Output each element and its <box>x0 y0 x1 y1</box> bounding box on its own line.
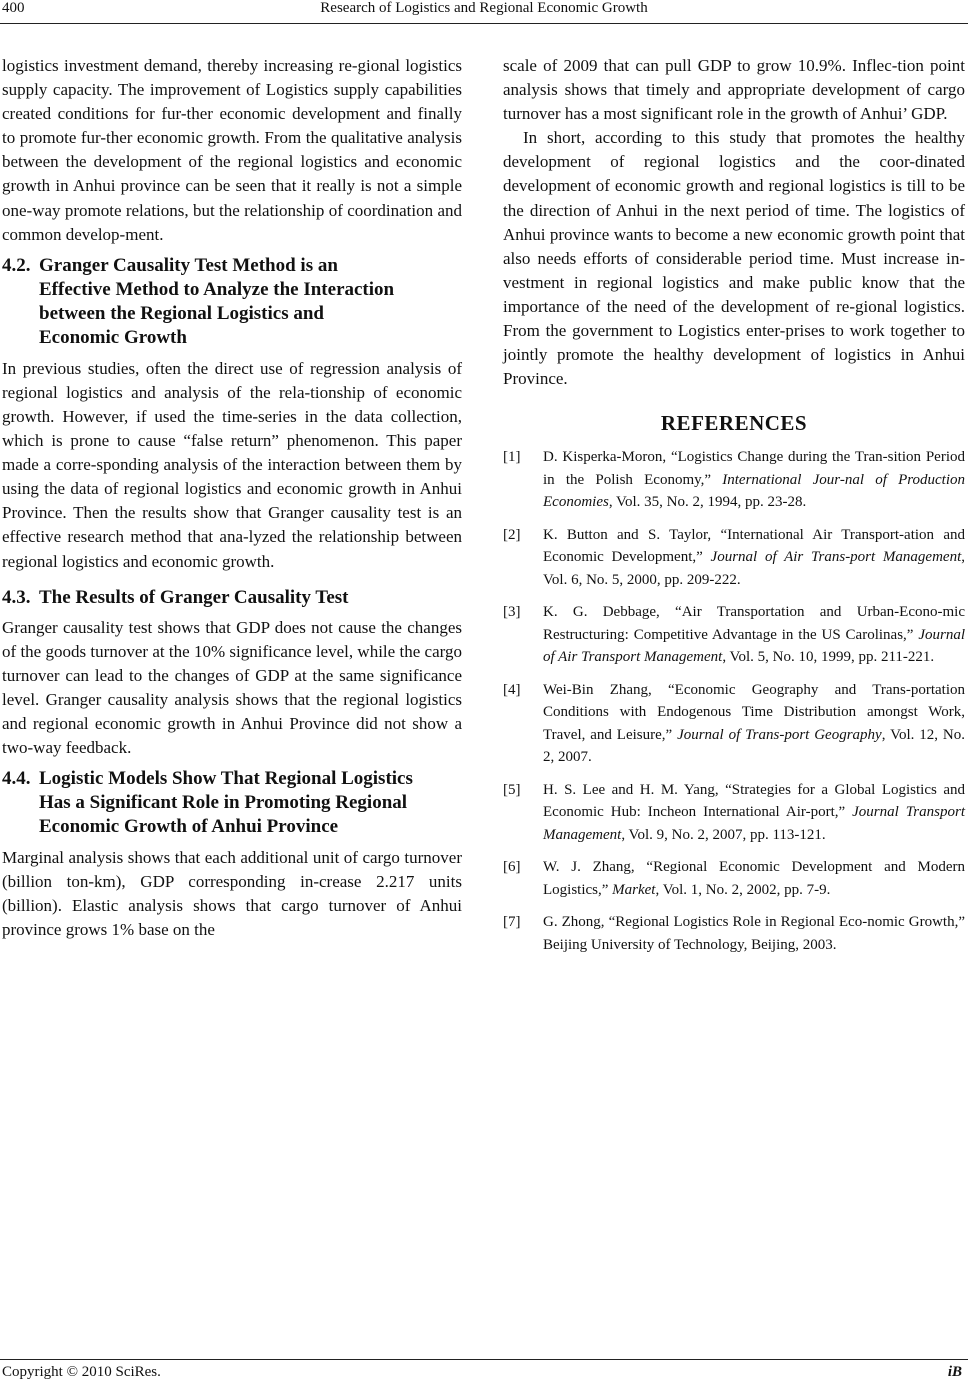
reference-citation: G. Zhong, “Regional Logistics Role in Regional Eco-nomic Growth,” Beijing University of Technology, Beijing, 2003. <box>543 914 965 953</box>
reference-item <box>503 601 965 669</box>
reference-number: [7] <box>503 914 521 931</box>
page-footer <box>0 1364 968 1384</box>
paragraph-continued: logistics investment demand, thereby increasing re-gional logistics supply capacity. The improvement of Logistics supply capabilities created conditions for fur-ther economic development and finally to promote fur-ther economic growth. From the qualitative analysis between the development of the regional logistics and economic growth in Anhui province can be seen that it really is not a simple one-way promote relations, but the relationship of coordination and common develop-ment. <box>2 56 462 244</box>
reference-journal: Journal of Air Trans-port Management <box>710 549 962 566</box>
reference-citation: K. Button and S. Taylor, “International Air Transport-ation and Economic Development,” <box>543 526 965 566</box>
reference-text <box>543 446 965 514</box>
reference-number: [3] <box>503 604 521 621</box>
section-number: 4.2. <box>2 254 31 276</box>
reference-citation: H. S. Lee and H. M. Yang, “Strategies for a Global Logistics and Economic Hub: Incheon International Air-port,” <box>543 781 965 821</box>
reference-details: , Vol. 35, No. 2, 1994, pp. 23-28. <box>608 494 807 511</box>
reference-text <box>543 679 965 769</box>
page-header <box>0 0 968 24</box>
section-heading-4-3 <box>2 586 462 610</box>
reference-number: [6] <box>503 859 521 876</box>
section-heading-4-2 <box>2 254 462 350</box>
paragraph-inflection: scale of 2009 that can pull GDP to grow 10.9%. Inflec-tion point analysis shows that timely and appropriate development of cargo turnover has a most significant role in the growth of Anhui’ GDP. <box>503 56 965 124</box>
reference-journal: Journal Transport Management <box>543 804 965 843</box>
reference-number: [4] <box>503 681 521 698</box>
section-number: 4.3. <box>2 586 31 608</box>
reference-item <box>503 524 965 592</box>
reference-item <box>503 446 965 514</box>
reference-list <box>503 446 965 956</box>
reference-journal: Journal of Air Transport Management <box>543 626 965 666</box>
reference-number: [5] <box>503 781 521 798</box>
section-number: 4.4. <box>2 768 31 790</box>
reference-details: , Vol. 9, No. 2, 2007, pp. 113-121. <box>621 826 826 843</box>
footer-rule <box>0 1359 968 1360</box>
reference-item <box>503 779 965 847</box>
paragraph-conclusion: In short, according to this study that promotes the healthy development of regional logistics and the coor-dinated development of economic growth and regional logistics is till to be the direction of Anhui in the next period of time. The logistics of Anhui province wants to become a new economic growth point that also needs efforts of considerable period time. Must increase in-vestment in regional logistics and make public know that the importance of the need of the development of re-gional logistics. From the government to Logistics enter-prises to work together to jointly promote the healthy development of logistics in Anhui Province. <box>503 128 965 389</box>
reference-text <box>543 524 965 592</box>
page-number: 400 <box>2 0 25 16</box>
copyright-notice: Copyright © 2010 SciRes. <box>2 1364 161 1380</box>
reference-text <box>543 601 965 669</box>
section-title: Granger Causality Test Method is an Effective Method to Analyze the Interaction between the Regional Logistics and Economic Growth <box>39 254 395 348</box>
reference-item <box>503 911 965 956</box>
reference-citation: K. G. Debbage, “Air Transportation and Urban-Econo-mic Restructuring: Competitive Advantage in the US Carolinas,” <box>543 604 965 643</box>
paragraph-granger-results: Granger causality test shows that GDP does not cause the changes of the goods turnover at the 10% significance level, while the cargo turnover can lead to the changes of GDP at the same significance level. Granger causality analysis shows that the regional logistics and regional economic growth in Anhui Province did not show a two-way feedback. <box>2 617 462 758</box>
running-title: Research of Logistics and Regional Economic Growth <box>320 0 648 16</box>
reference-journal: Journal of Trans-port Geography <box>677 726 882 743</box>
reference-details: , Vol. 5, No. 10, 1999, pp. 211-221. <box>722 649 935 666</box>
section-title: The Results of Granger Causality Test <box>39 586 349 608</box>
reference-citation: D. Kisperka-Moron, “Logistics Change during the Tran-sition Period in the Polish Economy,” <box>543 449 965 488</box>
journal-abbreviation: iB <box>947 1364 962 1380</box>
reference-journal: International Jour-nal of Production Economies <box>543 471 966 511</box>
paragraph-marginal-analysis: Marginal analysis shows that each additional unit of cargo turnover (billion ton-km), GDP corresponding in-crease 2.217 units (billion). Elastic analysis shows that cargo turnover of Anhui province grows 1% base on the <box>2 848 462 940</box>
reference-item <box>503 856 965 901</box>
reference-text <box>543 779 965 847</box>
reference-citation: Wei-Bin Zhang, “Economic Geography and Trans-portation Conditions with Endogenous Time Distribution amongst Work, Travel, and Leisure,” <box>543 681 965 743</box>
reference-item <box>503 679 965 769</box>
reference-text <box>543 911 965 956</box>
left-column <box>2 54 462 943</box>
reference-journal: Market <box>612 881 656 898</box>
section-title: Logistic Models Show That Regional Logistics Has a Significant Role in Promoting Regional Economic Growth of Anhui Province <box>39 768 413 838</box>
header-rule <box>0 23 968 24</box>
reference-number: [1] <box>503 449 521 466</box>
paragraph-previous-studies: In previous studies, often the direct use of regression analysis of regional logistics and analysis of the rela-tionship of economic growth. However, if used the time-series in the data collection, which is prone to cause “false return” phenomenon. This paper made a corre-sponding analysis of the interaction between them by using the data of regional logistics and economic growth in Anhui Province. Then the results show that Granger causality test is an effective research method that ana-lyzed the relationship between regional logistics and economic growth. <box>2 358 462 571</box>
section-heading-4-4 <box>2 767 462 839</box>
reference-details: , Vol. 12, No. 2, 2007. <box>543 726 965 766</box>
reference-details: , Vol. 6, No. 5, 2000, pp. 209-222. <box>543 549 965 588</box>
reference-details: , Vol. 1, No. 2, 2002, pp. 7-9. <box>655 881 831 898</box>
reference-citation: W. J. Zhang, “Regional Economic Development and Modern Logistics,” <box>543 859 965 898</box>
reference-text <box>543 856 965 901</box>
reference-number: [2] <box>503 526 521 543</box>
references-heading: REFERENCES <box>660 411 808 436</box>
right-column <box>503 54 965 956</box>
